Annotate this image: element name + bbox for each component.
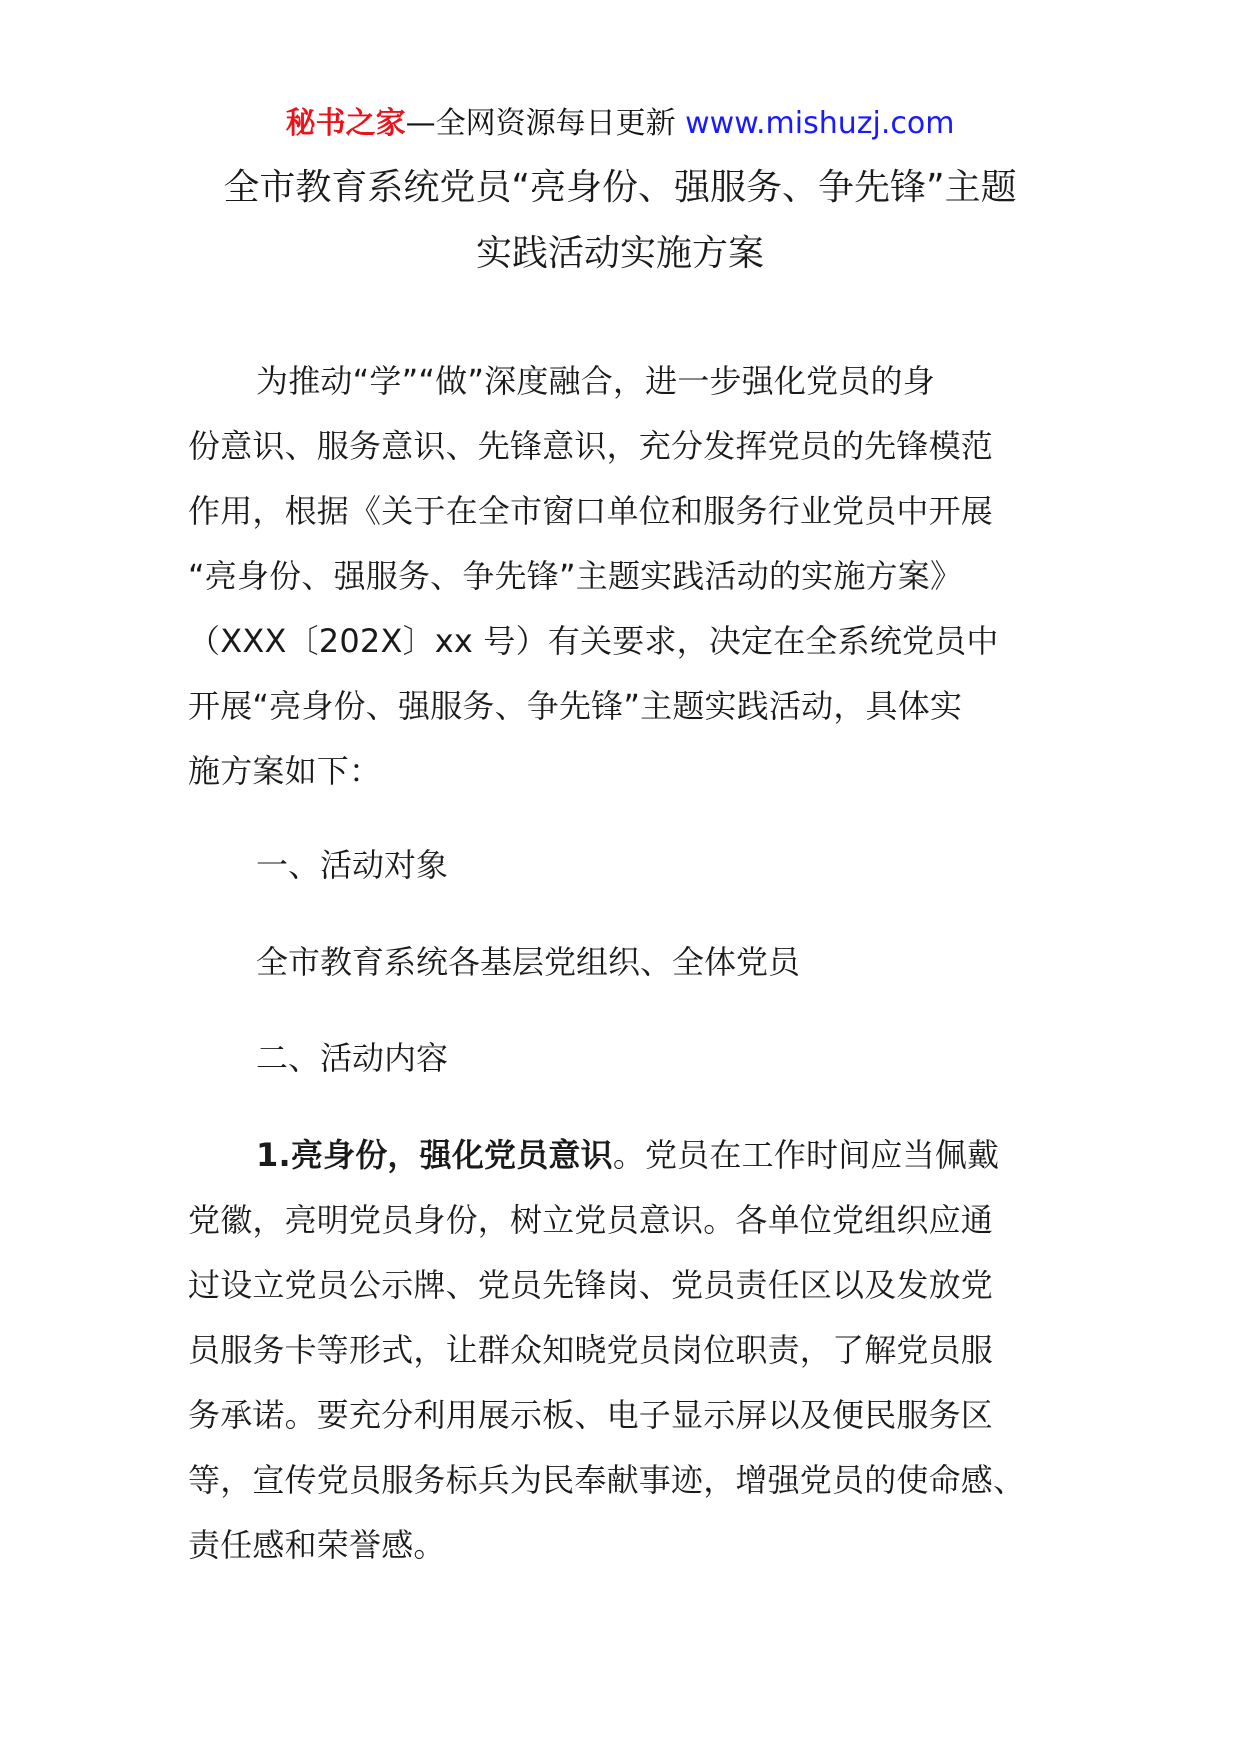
document-title-line-2: 实践活动实施方案: [475, 233, 764, 274]
document-title-line-1: 全市教育系统党员“亮身份、强服务、争先锋”主题: [223, 167, 1017, 208]
paragraph-line: 为推动“学”“做”深度融合，进一步强化党员的身: [256, 362, 935, 400]
paragraph-line: 施方案如下：: [188, 752, 382, 790]
paragraph-line: 员服务卡等形式，让群众知晓党员岗位职责，了解党员服: [188, 1331, 994, 1369]
site-header: [0, 102, 1240, 146]
paragraph-line: 开展“亮身份、强服务、争先锋”主题实践活动，具体实: [188, 687, 963, 725]
paragraph-line: 党徽，亮明党员身份，树立党员意识。各单位党组织应通: [188, 1201, 994, 1239]
paragraph-line: 责任感和荣誉感。: [188, 1526, 446, 1564]
intro-paragraph: [188, 349, 1058, 804]
site-url-link[interactable]: www.mishuzj.com: [685, 106, 955, 141]
paragraph-line: 份意识、服务意识、先锋意识，充分发挥党员的先锋模范: [188, 427, 994, 465]
paragraph-line: 务承诺。要充分利用展示板、电子显示屏以及便民服务区: [188, 1396, 994, 1434]
paragraph-line: 过设立党员公示牌、党员先锋岗、党员责任区以及发放党: [188, 1266, 994, 1304]
header-slogan: —全网资源每日更新: [405, 106, 676, 141]
paragraph-line: 等，宣传党员服务标兵为民奉献事迹，增强党员的使命感、: [188, 1461, 1026, 1499]
section-heading-targets: 一、活动对象: [256, 846, 449, 884]
content-item-1-paragraph: [188, 1123, 1058, 1578]
item-1-line-1-rest: 。党员在工作时间应当佩戴: [612, 1136, 1000, 1174]
section-targets-text: 全市教育系统各基层党组织、全体党员: [256, 943, 801, 981]
paragraph-line: “亮身份、强服务、争先锋”主题实践活动的实施方案》: [188, 557, 963, 595]
paragraph-line: （XXX〔202X〕xx 号）有关要求，决定在全系统党员中: [188, 622, 999, 660]
brand-name: 秘书之家: [285, 106, 406, 141]
section-heading-content: 二、活动内容: [256, 1039, 449, 1077]
paragraph-line: 作用，根据《关于在全市窗口单位和服务行业党员中开展: [188, 492, 994, 530]
paragraph-line: [188, 1123, 1058, 1188]
item-1-bold-lead: 1.亮身份，强化党员意识: [256, 1136, 613, 1174]
